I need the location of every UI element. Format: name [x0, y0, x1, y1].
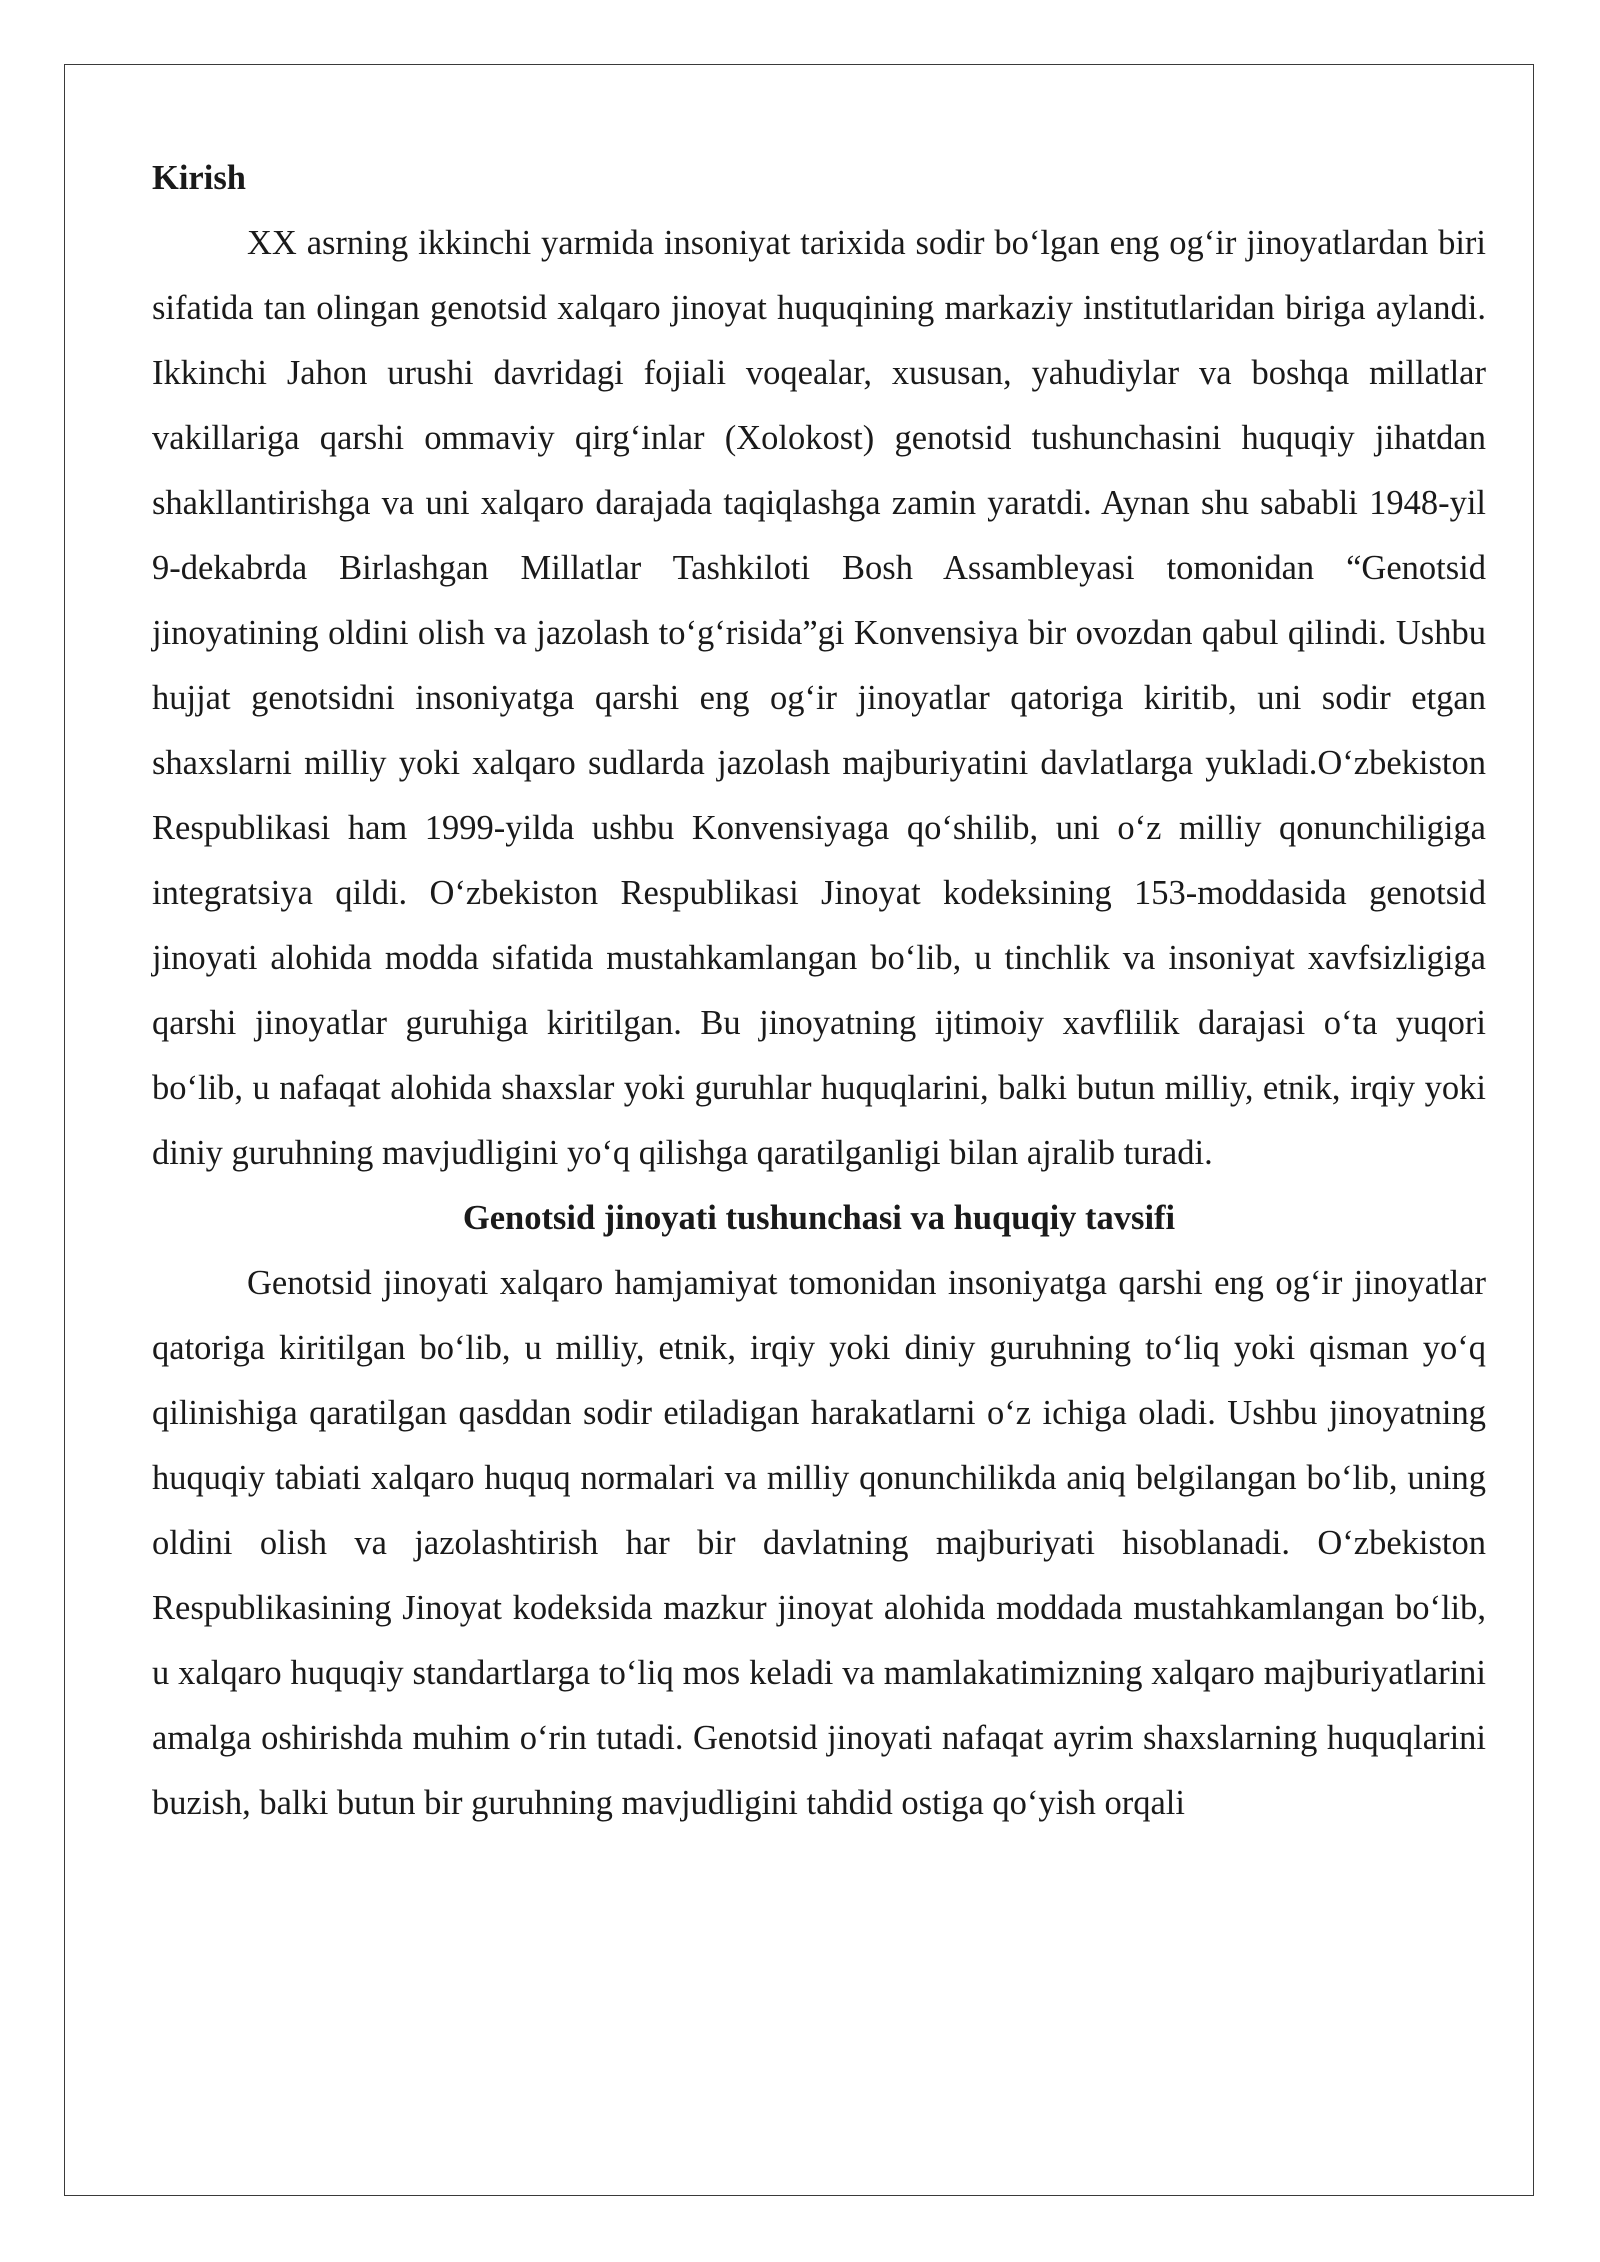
intro-paragraph: XX asrning ikkinchi yarmida insoniyat tarixida sodir bo‘lgan eng og‘ir jinoyatlardan biri sifatida tan olingan genotsid xalqaro jinoyat huquqining markaziy institutlaridan biriga aylandi. Ikkinchi Jahon urushi davridagi fojiali voqealar, xususan, yahudiylar va boshqa millatlar vakillariga qarshi ommaviy qirg‘inlar (Xolokost) genotsid tushunchasini huquqiy jihatdan shakllantirishga va uni xalqaro darajada taqiqlashga zamin yaratdi. Aynan shu sababli 1948-yil 9-dekabrda Birlashgan Millatlar Tashkiloti Bosh Assambleyasi tomonidan “Genotsid jinoyatining oldini olish va jazolash to‘g‘risida”gi Konvensiya bir ovozdan qabul qilindi. Ushbu hujjat genotsidni insoniyatga qarshi eng og‘ir jinoyatlar qatoriga kiritib, uni sodir etgan shaxslarni milliy yoki xalqaro sudlarda jazolash majburiyatini davlatlarga yukladi.O‘zbekiston Respublikasi ham 1999-yilda ushbu Konvensiyaga qo‘shilib, uni o‘z milliy qonunchiligiga integratsiya qildi. O‘zbekiston Respublikasi Jinoyat kodeksining 153-moddasida genotsid jinoyati alohida modda sifatida mustahkamlangan bo‘lib, u tinchlik va insoniyat xavfsizligiga qarshi jinoyatlar guruhiga kiritilgan. Bu jinoyatning ijtimoiy xavflilik darajasi o‘ta yuqori bo‘lib, u nafaqat alohida shaxslar yoki guruhlar huquqlarini, balki butun milliy, etnik, irqiy yoki diniy guruhning mavjudligini yo‘q qilishga qaratilganligi bilan ajralib turadi.: [152, 224, 1486, 1172]
intro-heading: Kirish: [152, 159, 246, 197]
document-body: [152, 146, 1486, 1836]
section-paragraph: Genotsid jinoyati xalqaro hamjamiyat tomonidan insoniyatga qarshi eng og‘ir jinoyatlar qatoriga kiritilgan bo‘lib, u milliy, etnik, irqiy yoki diniy guruhning to‘liq yoki qisman yo‘q qilinishiga qaratilgan qasddan sodir etiladigan harakatlarni o‘z ichiga oladi. Ushbu jinoyatning huquqiy tabiati xalqaro huquq normalari va milliy qonunchilikda aniq belgilangan bo‘lib, uning oldini olish va jazolashtirish har bir davlatning majburiyati hisoblanadi. O‘zbekiston Respublikasining Jinoyat kodeksida mazkur jinoyat alohida moddada mustahkamlangan bo‘lib, u xalqaro huquqiy standartlarga to‘liq mos keladi va mamlakatimizning xalqaro majburiyatlarini amalga oshirishda muhim o‘rin tutadi. Genotsid jinoyati nafaqat ayrim shaxslarning huquqlarini buzish, balki butun bir guruhning mavjudligini tahdid ostiga qo‘yish orqali: [152, 1264, 1486, 1822]
section-heading: Genotsid jinoyati tushunchasi va huquqiy tavsifi: [462, 1199, 1176, 1237]
